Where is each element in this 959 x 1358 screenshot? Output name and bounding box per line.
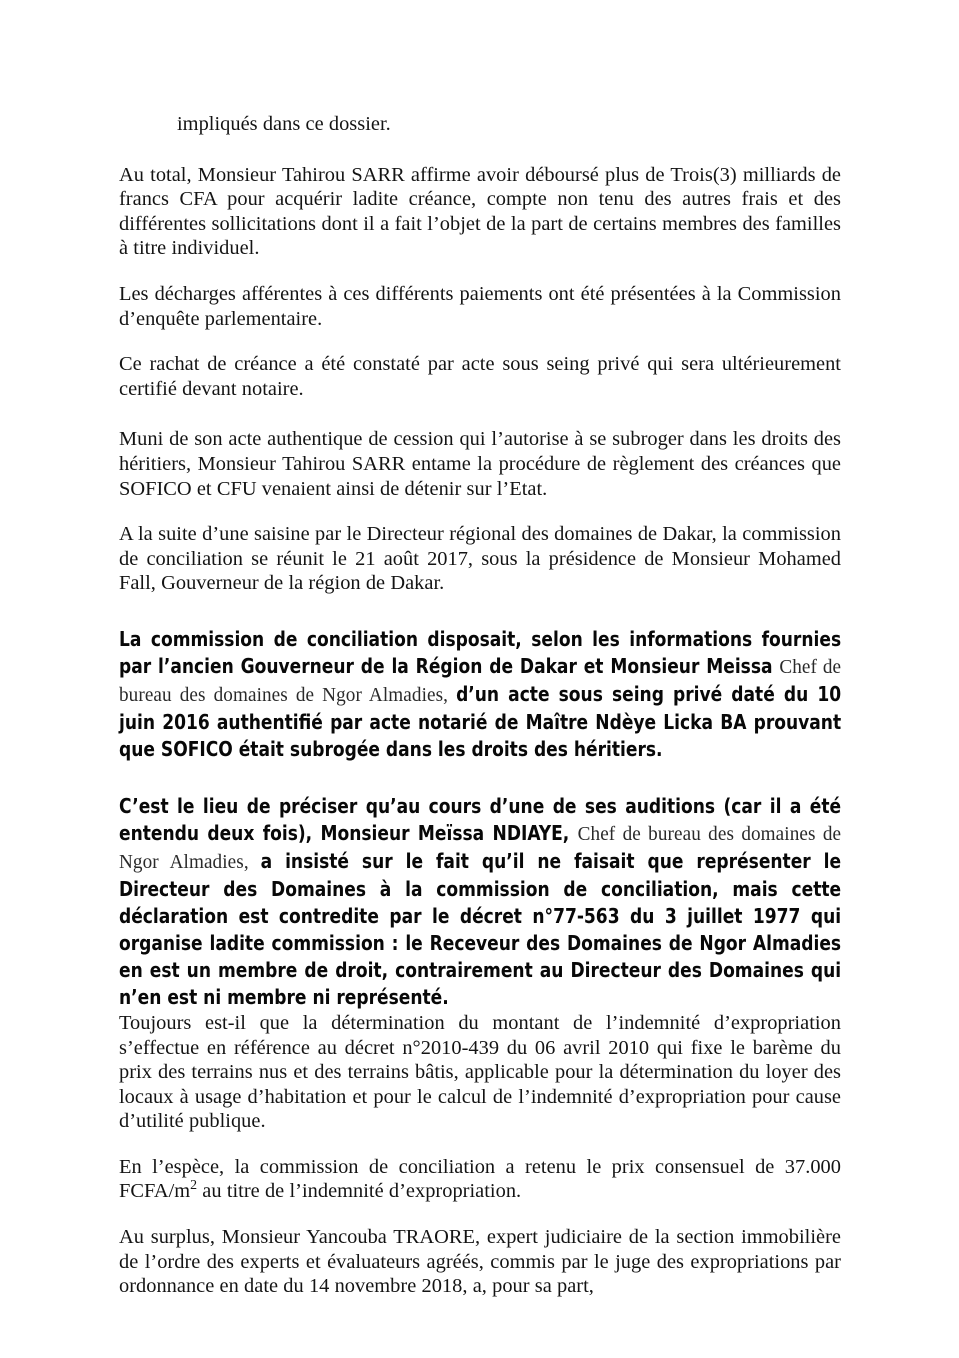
paragraph-determination-indemnite: Toujours est-il que la détermination du montant de l’indemnité d’expropriation s’effectue en référence au décret n°2010-439 du 06 avril 2010 qui fixe le barème du prix des terrains nus et des terrains bâtis, applicable pour la détermination du loyer des locaux à usage d’habitation et pour le calcul de l’indemnité d’expropriation pour cause d’utilité publique.	[119, 1011, 841, 1133]
paragraph-expert-traore: Au surplus, Monsieur Yancouba TRAORE, expert judiciaire de la section immobilière de l’ordre des experts et évaluateurs agréés, commis par le juge des expropriations par ordonnance en date du 14 novembre 2018, a, pour sa part,	[119, 1226, 841, 1298]
paragraph-discharges: Les décharges afférentes à ces différents paiements ont été présentées à la Commission d’enquête parlementaire.	[119, 282, 841, 330]
paragraph-gap	[119, 261, 841, 282]
paragraph-auditions-ndiaye	[119, 793, 841, 1011]
serif-run-chef-bureau-1: Chef de bureau des domaines de Ngor Almadies,	[119, 655, 842, 706]
paragraph-gap	[119, 401, 841, 427]
paragraph-rachat-creance: Ce rachat de créance a été constaté par acte sous seing privé qui sera ultérieurement certifié devant notaire.	[119, 353, 841, 400]
bold-run-3: C’est le lieu de préciser qu’au cours d’une de ses auditions (car il a été entendu deux fois), Monsieur Meïssa NDIAYE,	[119, 793, 842, 845]
paragraph-gap	[119, 763, 841, 793]
price-text-after: au titre de l’indemnité d’expropriation.	[197, 1180, 522, 1203]
paragraph-prix-consensuel	[119, 1155, 841, 1204]
paragraph-gap	[119, 501, 841, 522]
paragraph-commission-disposait	[119, 626, 841, 763]
paragraph-gap	[119, 596, 841, 626]
text-column	[119, 112, 841, 1299]
paragraph-saisine-directeur: A la suite d’une saisine par le Directeur régional des domaines de Dakar, la commission de conciliation se réunit le 21 août 2017, sous la présidence de Monsieur Mohamed Fall, Gouverneur de la région de Dakar.	[119, 523, 841, 595]
bold-run-1: La commission de conciliation disposait, selon les informations fournies par l’ancien Gouverneur de la Région de Dakar et Monsieur Meissa	[119, 626, 842, 678]
superscript-square: 2	[190, 1178, 198, 1194]
paragraph-continuation: impliqués dans ce dossier.	[177, 113, 391, 135]
price-text-before: En l’espèce, la commission de conciliation a retenu le prix consensuel de 37.000 FCFA/m	[119, 1155, 841, 1203]
bold-run-2: d’un acte sous seing privé daté du 10 juin 2016 authentifié par acte notarié de Maître Ndèye Licka BA prouvant que SOFICO était subrogée dans les droits des héritiers.	[119, 681, 842, 761]
paragraph-gap	[119, 137, 841, 163]
paragraph-gap	[119, 1204, 841, 1225]
paragraph-acte-authentique: Muni de son acte authentique de cession qui l’autorise à se subroger dans les droits des héritiers, Monsieur Tahirou SARR entame la procédure de règlement des créances que SOFICO et CFU venaient ainsi de détenir sur l’Etat.	[119, 428, 841, 500]
bold-run-4: a insisté sur le fait qu’il ne faisait que représenter le Directeur des Domaines à la commission de conciliation, mais cette déclaration est contredite par le décret n°77-563 du 3 juillet 1977 qui organise ladite commission : le Receveur des Domaines de Ngor Almadies en est un membre de droit, contrairement au Directeur des Domaines qui n’en est ni membre ni représenté.	[119, 848, 842, 1009]
serif-run-chef-bureau-2: Chef de bureau des domaines de Ngor Almadies,	[119, 822, 842, 873]
paragraph-gap	[119, 1134, 841, 1155]
paragraph-total-amount: Au total, Monsieur Tahirou SARR affirme avoir déboursé plus de Trois(3) milliards de francs CFA pour acquérir ladite créance, compte non tenu des autres frais et des différentes sollicitations dont il a fait l’objet de la part de certains membres des familles à titre individuel.	[119, 163, 841, 260]
paragraph-gap	[119, 331, 841, 352]
